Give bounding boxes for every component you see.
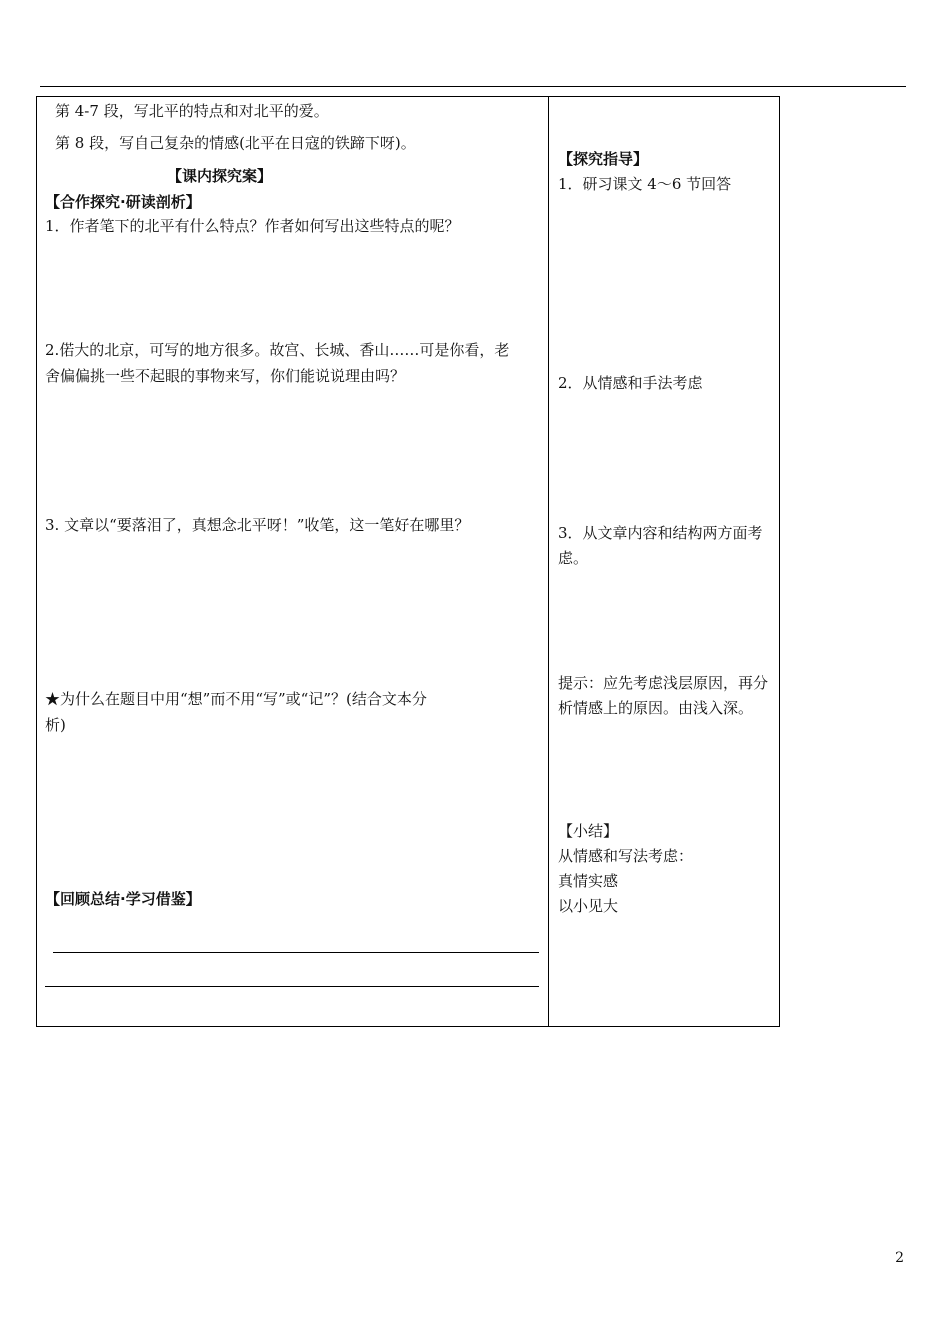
section-title: 【课内探究案】 bbox=[167, 167, 273, 185]
answer-line-2 bbox=[45, 986, 539, 987]
hint-text: 提示：应先考虑浅层原因，再分析情感上的原因。由浅入深。 bbox=[558, 674, 769, 717]
summary-line-2: 真情实感 bbox=[558, 872, 619, 890]
question-2-line-2: 舍偏偏挑一些不起眼的事物来写，你们能说说理由吗？ bbox=[45, 367, 406, 385]
para-8-text: 第 8 段，写自己复杂的情感(北平在日寇的铁蹄下呀)。 bbox=[55, 134, 416, 152]
question-2-line-1: 2.偌大的北京，可写的地方很多。故宫、长城、香山……可是你看，老 bbox=[45, 341, 510, 359]
question-1: 1．作者笔下的北平有什么特点？作者如何写出这些特点的呢？ bbox=[45, 217, 460, 235]
question-4-line-2: 析) bbox=[45, 716, 66, 734]
summary-title: 【小结】 bbox=[558, 822, 619, 840]
answer-line-1 bbox=[53, 952, 539, 953]
guide-1: 1．研习课文 4～6 节回答 bbox=[558, 175, 732, 193]
page-number: 2 bbox=[895, 1250, 904, 1266]
review-title: 【回顾总结·学习借鉴】 bbox=[45, 890, 201, 908]
column-divider bbox=[548, 97, 549, 1026]
subsection-title: 【合作探究·研读剖析】 bbox=[45, 193, 201, 211]
guide-2: 2．从情感和手法考虑 bbox=[558, 374, 703, 392]
header-rule bbox=[40, 86, 906, 87]
guide-3: 3．从文章内容和结构两方面考虑。 bbox=[558, 524, 763, 567]
worksheet-table bbox=[36, 96, 780, 1027]
summary-line-3: 以小见大 bbox=[558, 897, 619, 915]
para-4-7-text: 第 4-7 段，写北平的特点和对北平的爱。 bbox=[55, 102, 329, 120]
summary-line-1: 从情感和写法考虑： bbox=[558, 847, 694, 865]
question-4-line-1: ★为什么在题目中用“想”而不用“写”或“记”？(结合文本分 bbox=[45, 690, 427, 708]
guide-title: 【探究指导】 bbox=[558, 150, 649, 168]
question-3: 3. 文章以“要落泪了，真想念北平呀！”收笔，这一笔好在哪里？ bbox=[45, 516, 470, 534]
